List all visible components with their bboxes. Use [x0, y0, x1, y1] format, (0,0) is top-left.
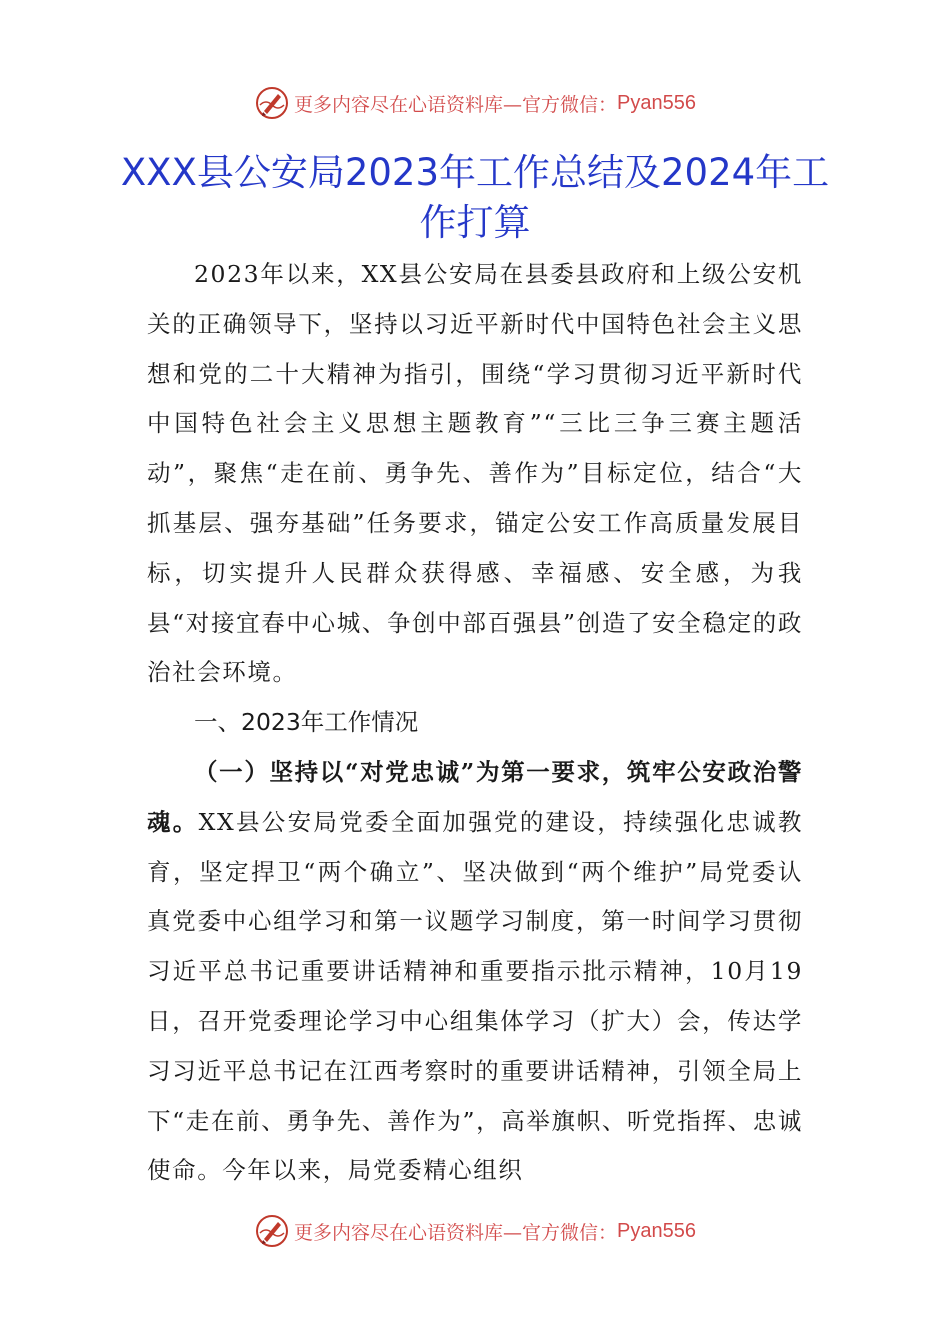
subsection-heading: （一）坚持以“对党忠诚”为第一要求，筑牢公安政治警魂。: [147, 757, 803, 836]
banner-text: 更多内容尽在心语资料库—官方微信：: [294, 1221, 618, 1244]
wechat-id: Pyan556: [617, 1219, 696, 1242]
wechat-id: Pyan556: [617, 91, 696, 114]
section-heading: 一、2023年工作情况: [194, 708, 419, 737]
intro-paragraph: 2023年以来，XX县公安局在县委县政府和上级公安机关的正确领导下，坚持以习近平新时代中国特色社会主义思想和党的二十大精神为指引，围绕“学习贯彻习近平新时代中国特色社会主义思想主题教育”“三比三争三赛主题活动”，聚焦“走在前、勇争先、善作为”目标定位，结合“大抓基层、强夯基础”任务要求，锚定公安工作高质量发展目标，切实提升人民群众获得感、幸福感、安全感，为我县“对接宜春中心城、争创中部百强县”创造了安全稳定的政治社会环境。: [147, 260, 803, 687]
banner-text: 更多内容尽在心语资料库—官方微信：: [294, 93, 618, 116]
document-body: [147, 250, 803, 1196]
logo-icon: [254, 85, 290, 121]
footer-banner: [0, 1211, 950, 1251]
logo-icon: [254, 1213, 290, 1249]
page-title: XXX县公安局2023年工作总结及2024年工作打算: [120, 151, 830, 244]
subsection-paragraph: [147, 748, 803, 1196]
header-banner: [0, 83, 950, 123]
subsection-text: XX县公安局党委全面加强党的建设，持续强化忠诚教育，坚定捍卫“两个确立”、坚决做到“两个维护”局党委认真党委中心组学习和第一议题学习制度，第一时间学习贯彻习近平总书记重要讲话精神和重要指示批示精神，10月19日，召开党委理论学习中心组集体学习（扩大）会，传达学习习近平总书记在江西考察时的重要讲话精神，引领全局上下“走在前、勇争先、善作为”，高举旗帜、听党指挥、忠诚使命。今年以来，局党委精心组织: [147, 807, 804, 1185]
